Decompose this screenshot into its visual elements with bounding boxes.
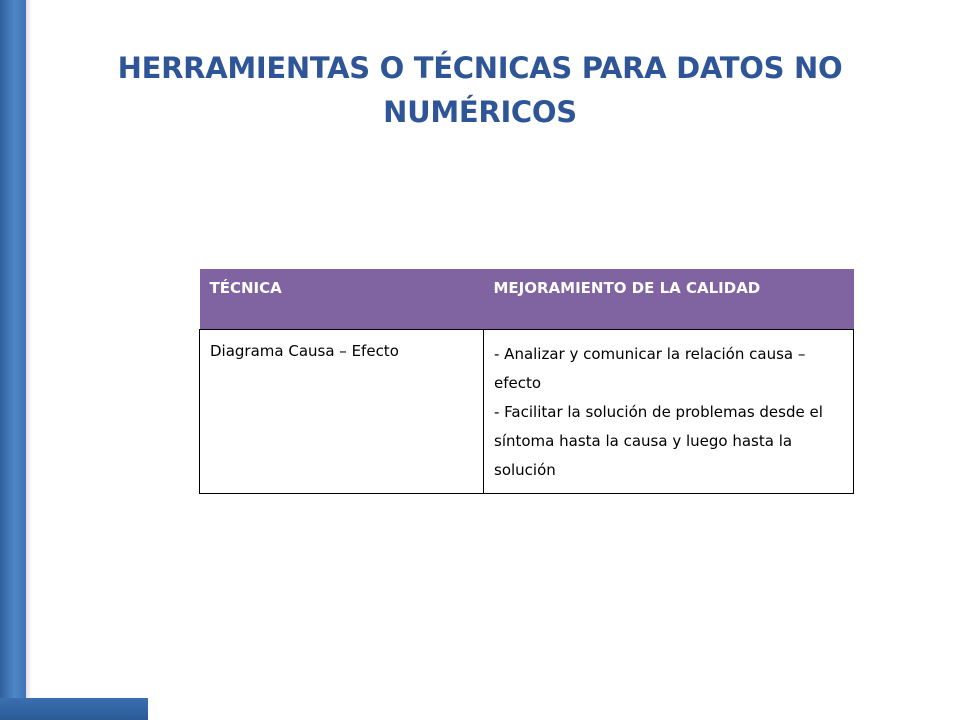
bottom-accent-bar <box>0 698 148 720</box>
header-quality-improvement: MEJORAMIENTO DE LA CALIDAD <box>484 269 854 329</box>
cell-improvements <box>484 329 854 493</box>
slide-title: HERRAMIENTAS O TÉCNICAS PARA DATOS NO NUMÉRICOS <box>117 51 843 129</box>
techniques-table <box>199 269 854 494</box>
cell-technique: Diagrama Causa – Efecto <box>200 329 484 493</box>
header-technique: TÉCNICA <box>200 269 484 329</box>
left-accent-bar <box>0 0 26 720</box>
accent-shadow <box>26 0 32 698</box>
table-row <box>200 329 854 493</box>
improvement-item: - Facilitar la solución de problemas desde el síntoma hasta la causa y luego hasta la solución <box>494 402 823 479</box>
table-header-row <box>200 269 854 329</box>
improvement-item: - Analizar y comunicar la relación causa – efecto <box>494 344 806 392</box>
